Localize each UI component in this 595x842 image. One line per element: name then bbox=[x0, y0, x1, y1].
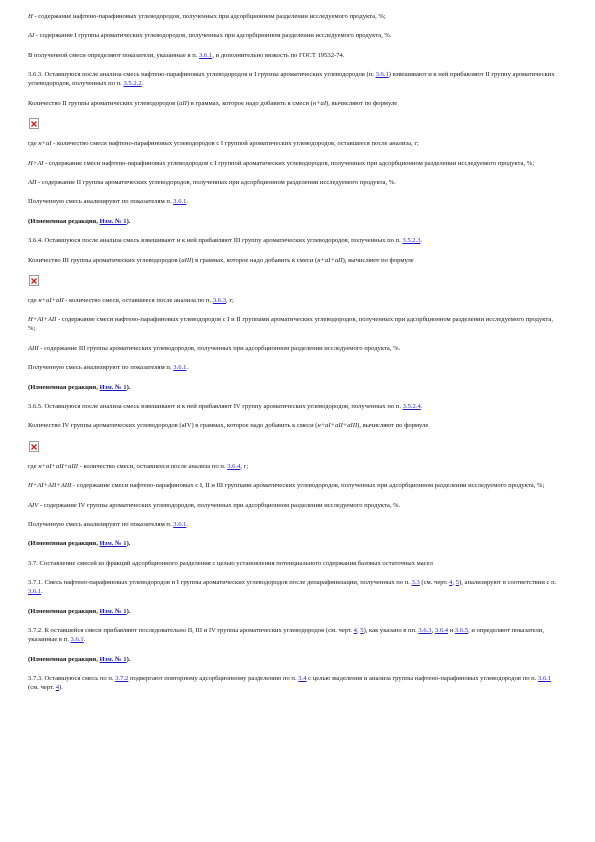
text-run: 3.6.5. Оставшуюся после анализа смесь взвешивают и к ней прибавляют IV группу ароматических углеводородов, полученных по п. bbox=[28, 403, 403, 411]
text-run: н+aI+aII+aIII bbox=[317, 422, 358, 430]
reference-link[interactable]: 3.6.1 bbox=[173, 364, 187, 372]
paragraph bbox=[28, 178, 560, 187]
broken-image-icon bbox=[29, 275, 39, 286]
paragraph bbox=[28, 383, 560, 392]
text-run: , bbox=[431, 627, 435, 635]
text-run: н+aI+aII bbox=[38, 296, 64, 304]
paragraph bbox=[28, 402, 560, 411]
text-run: ) взвешивают и к ней прибавляют II группу ароматических углеводородов, полученных по п. bbox=[28, 71, 555, 88]
text-run: - содержание III группы ароматических углеводородов, полученных при адсорбционном разделении исследуемого продукта, %. bbox=[38, 344, 401, 352]
text-run: - содержание нафтено-парафиновых углеводородов, полученных при адсорбционном разделении исследуемого продукта, %; bbox=[32, 13, 386, 20]
reference-link[interactable]: 5 bbox=[455, 579, 460, 587]
broken-image-icon bbox=[29, 118, 39, 129]
text-run: 3.6.4. Оставшуюся после анализа смесь взвешивают и к ней прибавляют III группу ароматических углеводородов, полученных по п. bbox=[28, 237, 403, 245]
text-run: АI bbox=[28, 32, 35, 40]
text-run: - содержание I группы ароматических углеводородов, полученных при адсорбционном разделении исследуемого продукта, %. bbox=[34, 32, 392, 40]
paragraph bbox=[28, 559, 560, 568]
paragraph bbox=[28, 51, 560, 60]
reference-link[interactable]: 3.5.2.3 bbox=[402, 237, 421, 245]
text-run: . bbox=[141, 80, 144, 88]
text-run: н+aI bbox=[38, 140, 52, 148]
reference-link[interactable]: Изм. № 1 bbox=[99, 540, 127, 548]
document-page bbox=[28, 12, 560, 703]
text-run: (см. черт. bbox=[419, 579, 450, 587]
paragraph bbox=[28, 296, 560, 305]
reference-link[interactable]: 3.5.2.4 bbox=[402, 403, 421, 411]
paragraph bbox=[28, 539, 560, 548]
reference-link[interactable]: Изм. № 1 bbox=[99, 607, 127, 615]
text-run: ), вычисляют по формуле bbox=[326, 99, 398, 107]
text-run: Н+АI bbox=[28, 159, 44, 167]
paragraph bbox=[28, 421, 560, 430]
text-run: . bbox=[186, 521, 189, 528]
paragraph bbox=[28, 99, 560, 108]
paragraph bbox=[28, 578, 560, 596]
text-run: ), вычисляют по формуле bbox=[342, 256, 414, 264]
reference-link[interactable]: 3.5.2.2 bbox=[123, 80, 142, 88]
text-run: АIII bbox=[28, 344, 39, 352]
reference-link[interactable]: 4 bbox=[353, 627, 357, 635]
text-run: Н+АI+АII+АIII bbox=[28, 482, 72, 490]
text-run: ) в граммах, которое надо добавить к смеси ( bbox=[191, 256, 318, 264]
text-run: ), вычисляют по формуле bbox=[357, 422, 429, 430]
text-run: н+aI bbox=[312, 99, 327, 107]
text-run: - содержание IV группы ароматических углеводородов, полученных при адсорбционном разделении исследуемого продукта, %. bbox=[38, 501, 401, 509]
text-run: - содержание смеси нафтено-парафиновых с I, II и III группами ароматических углеводородов, полученных при адсорбционном разделении исследуемого продукта, %; bbox=[71, 482, 545, 490]
text-run: ) в граммах, которое надо добавить к смеси ( bbox=[186, 99, 313, 107]
text-run: где bbox=[28, 462, 39, 470]
text-run: , и дополнительно вязкость по ГОСТ 19532-74. bbox=[212, 51, 345, 59]
paragraph bbox=[28, 344, 560, 353]
text-run: (Измененная редакция, bbox=[28, 383, 100, 391]
paragraph bbox=[28, 520, 560, 529]
text-run: где bbox=[28, 140, 39, 148]
reference-link[interactable]: 3.6.4 bbox=[434, 627, 449, 635]
text-run: , г; bbox=[226, 296, 234, 304]
paragraph bbox=[28, 315, 560, 333]
reference-link[interactable]: 3.6.1 bbox=[173, 521, 187, 528]
text-run: ). bbox=[59, 684, 63, 692]
paragraph bbox=[28, 159, 560, 168]
text-run: , г; bbox=[240, 462, 249, 470]
paragraph bbox=[28, 674, 560, 692]
text-run: АII bbox=[28, 178, 37, 186]
paragraph bbox=[28, 626, 560, 644]
text-run: 3.7.1. Смесь нафтено-парафиновых углеводородов и I группы ароматических углеводородов после депарафинизации, полученных по п. bbox=[28, 579, 412, 587]
text-run: Полученную смесь анализируют по показателям п. bbox=[28, 521, 174, 528]
paragraph bbox=[28, 197, 560, 206]
text-run: и bbox=[448, 627, 455, 635]
text-run: - содержание смеси нафтено-парафиновых углеводородов с I и II группами ароматических углеводородов, полученных при адсорбционном разделении исследуемого продукта, %; bbox=[28, 316, 553, 333]
reference-link[interactable]: 3.6.3 bbox=[418, 627, 432, 635]
text-run: (Измененная редакция, bbox=[28, 540, 100, 548]
reference-link[interactable]: 3.6.1 bbox=[375, 71, 389, 79]
text-run: где bbox=[28, 296, 39, 304]
text-run: ). bbox=[126, 607, 131, 615]
paragraph bbox=[28, 607, 560, 616]
text-run: - содержание II группы ароматических углеводородов, полученных при адсорбционном разделении исследуемого продукта, %. bbox=[36, 178, 396, 186]
text-run: Количество IV группы ароматических углеводородов (aIV) в граммах, которое надо добавить к смеси ( bbox=[28, 422, 318, 430]
reference-link[interactable]: 3.6.1 bbox=[70, 636, 84, 644]
reference-link[interactable]: 3.6.5 bbox=[454, 627, 469, 635]
text-run: Полученную смесь анализируют по показателям п. bbox=[28, 364, 174, 372]
text-run: с целью выделения и анализа группы нафтено-парафиновых углеводородов по п. bbox=[306, 675, 538, 683]
text-run: . bbox=[420, 403, 423, 411]
text-run: подвергают повторному адсорбционному разделению по п. bbox=[128, 675, 299, 683]
text-run: Количество III группы ароматических углеводородов ( bbox=[28, 256, 182, 264]
text-run: (Измененная редакция, bbox=[28, 607, 100, 615]
paragraph bbox=[28, 655, 560, 664]
text-run: . bbox=[41, 588, 43, 596]
reference-link[interactable]: Изм. № 1 bbox=[99, 655, 127, 663]
text-run: ). bbox=[126, 217, 131, 225]
reference-link[interactable]: 5 bbox=[360, 627, 364, 635]
text-run: , и определяют показатели, указанные в п. bbox=[28, 627, 544, 644]
text-run: (Измененная редакция, bbox=[28, 217, 100, 225]
paragraph bbox=[28, 236, 560, 245]
text-run: н+aI+aII+aIII bbox=[38, 462, 78, 470]
reference-link[interactable]: 3.4 bbox=[298, 675, 307, 683]
text-run: . bbox=[83, 636, 86, 644]
text-run: Полученную смесь анализируют по показателям п. bbox=[28, 198, 174, 206]
text-run: - количество смеси, оставшееся после анализа по п. bbox=[63, 296, 213, 304]
text-run: Н+АI+АII bbox=[28, 316, 57, 324]
paragraph bbox=[28, 12, 560, 21]
reference-link[interactable]: 3.6.1 bbox=[28, 588, 42, 596]
reference-link[interactable]: 3.6.1 bbox=[538, 675, 552, 683]
text-run: , bbox=[356, 627, 361, 635]
text-run: (Измененная редакция, bbox=[28, 655, 100, 663]
reference-link[interactable]: 3.3 bbox=[411, 579, 420, 587]
text-run: . bbox=[420, 237, 423, 245]
text-run: АIV bbox=[28, 501, 39, 509]
paragraph bbox=[28, 217, 560, 226]
paragraph bbox=[28, 31, 560, 40]
text-run: (см. черт. bbox=[28, 684, 56, 692]
text-run: aIII bbox=[181, 256, 192, 264]
text-run: н+aI+aII bbox=[317, 256, 343, 264]
text-run: . bbox=[186, 364, 189, 372]
paragraph bbox=[28, 363, 560, 372]
reference-link[interactable]: Изм. № 1 bbox=[99, 217, 127, 225]
reference-link[interactable]: Изм. № 1 bbox=[99, 383, 127, 391]
text-run: . bbox=[186, 198, 189, 206]
paragraph bbox=[28, 462, 560, 471]
text-run: 3.7.2. К оставшейся смеси прибавляют последовательно II, III и IV группы ароматических углеводородов (см. черт. bbox=[28, 627, 354, 635]
text-run: - содержание смеси нафтено-парафиновых углеводородов с I группой ароматических углеводородов, полученных при адсорбционном разделении исследуемого продукта, %; bbox=[43, 159, 535, 167]
text-run: Количество II группы ароматических углеводородов ( bbox=[28, 99, 180, 107]
reference-link[interactable]: 4 bbox=[55, 684, 60, 692]
text-run: ). bbox=[126, 540, 131, 548]
text-run: 3.7. Составление смесей из фракций адсорбционного разделения с целью установления потенциального содержания базовых остаточных масел bbox=[28, 559, 433, 567]
paragraph bbox=[28, 70, 560, 88]
reference-link[interactable]: 4 bbox=[449, 579, 453, 587]
reference-link[interactable]: 3.6.3 bbox=[212, 296, 227, 304]
text-run: 3.6.3. Оставшуюся после анализа смесь нафтено-парафиновых углеводородов и I группы ароматических углеводородов (п. bbox=[28, 71, 376, 79]
reference-link[interactable]: 3.6.4 bbox=[227, 462, 241, 470]
broken-image-icon bbox=[29, 441, 39, 452]
reference-link[interactable]: 3.7.2 bbox=[115, 675, 129, 683]
text-run: , bbox=[452, 579, 456, 587]
text-run: ). bbox=[126, 383, 131, 391]
reference-link[interactable]: 3.6.1 bbox=[173, 198, 187, 206]
text-run: ), как указано в пп. bbox=[363, 627, 419, 635]
text-run: - количество смеси нафтено-парафиновых углеводородов с I группой ароматических углеводородов, оставшееся после анализа, г; bbox=[51, 140, 419, 148]
text-run: В полученной смеси определяют показатели, указанные в п. bbox=[28, 51, 200, 59]
text-run: Н bbox=[28, 13, 33, 20]
paragraph bbox=[28, 481, 560, 490]
text-run: ). bbox=[126, 655, 131, 663]
paragraph bbox=[28, 256, 560, 265]
text-run: 3.7.3. Оставшуюся смесь по п. bbox=[28, 675, 116, 683]
text-run: - количество смеси, оставшееся после анализа по п. bbox=[78, 462, 228, 470]
text-run: aII bbox=[179, 99, 187, 107]
reference-link[interactable]: 3.6.1 bbox=[199, 51, 213, 59]
paragraph bbox=[28, 139, 560, 148]
text-run: ), анализируют в соответствии с п. bbox=[459, 579, 557, 587]
paragraph bbox=[28, 501, 560, 510]
